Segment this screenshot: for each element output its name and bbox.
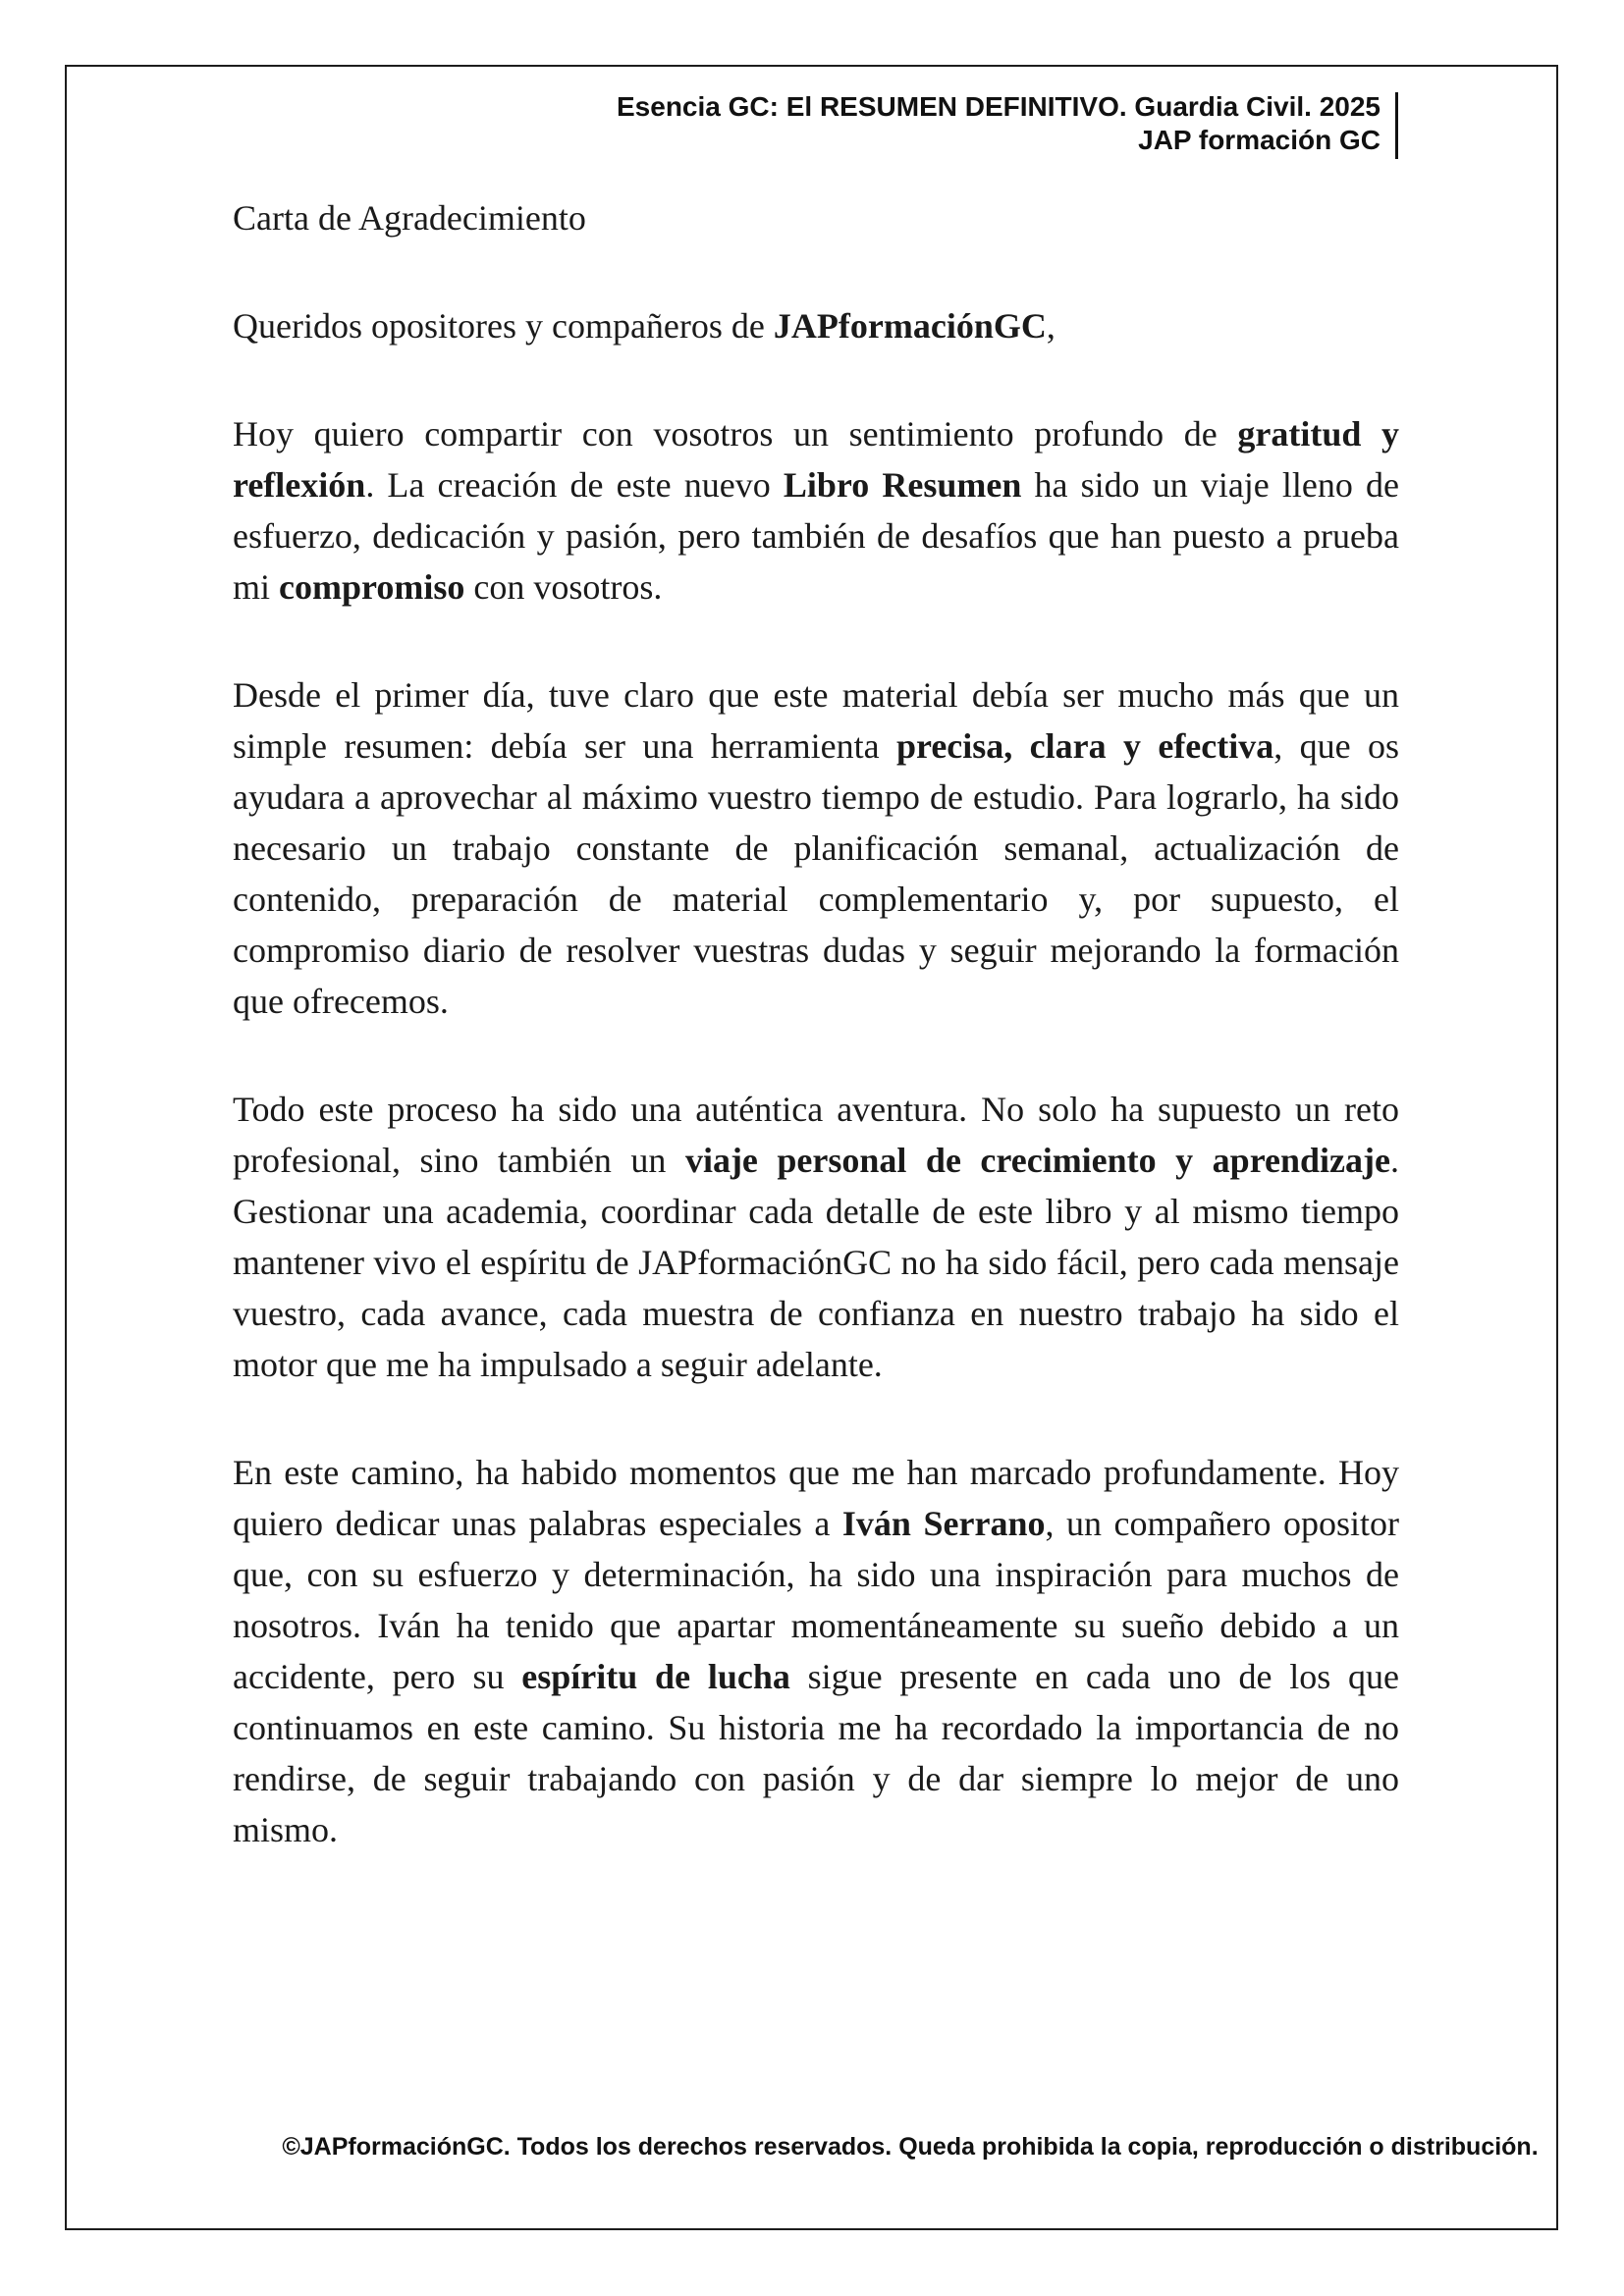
bold-text-run: compromiso xyxy=(279,567,465,607)
text-run: ha sido un viaje lleno de esfuerzo, dedicación y pasión, pero también de desafíos que han puesto a prueba mi xyxy=(233,465,1399,607)
header-title-line: Esencia GC: El RESUMEN DEFINITIVO. Guardia Civil. 2025 xyxy=(617,91,1380,122)
text-run: . La creación de este nuevo xyxy=(365,465,784,505)
body-paragraph-1 xyxy=(233,408,1399,613)
bold-text-run: JAPformaciónGC xyxy=(773,306,1047,346)
text-run: . Gestionar una academia, coordinar cada detalle de este libro y al mismo tiempo mantener vivo el espíritu de JAPformaciónGC no ha sido fácil, pero cada mensaje vuestro, cada avance, cada muestra de confianza en nuestro trabajo ha sido el motor que me ha impulsado a seguir adelante. xyxy=(233,1141,1399,1384)
body-paragraph-2 xyxy=(233,669,1399,1027)
bold-text-run: precisa, clara y efectiva xyxy=(895,726,1274,766)
text-run: Queridos opositores y compañeros de xyxy=(233,306,774,346)
letter-title: Carta de Agradecimiento xyxy=(233,198,586,238)
text-run: Todo este proceso ha sido una auténtica aventura. No solo ha supuesto un reto profesional, sino también un xyxy=(233,1090,1399,1180)
text-run: , un compañero opositor que, con su esfuerzo y determinación, ha sido una inspiración para muchos de nosotros. Iván ha tenido que apartar momentáneamente su sueño debido a un accidente, pero su xyxy=(233,1504,1399,1696)
header-text xyxy=(617,90,1380,157)
text-run: sigue presente en cada uno de los que continuamos en este camino. Su historia me ha recordado la importancia de no rendirse, de seguir trabajando con pasión y de dar siempre lo mejor de uno mismo. xyxy=(233,1657,1399,1849)
text-run: , que os ayudara a aprovechar al máximo vuestro tiempo de estudio. Para lograrlo, ha sido necesario un trabajo constante de planificación semanal, actualización de contenido, preparación de material complementario y, por supuesto, el compromiso diario de resolver vuestras dudas y seguir mejorando la formación que ofrecemos. xyxy=(233,726,1399,1021)
copyright-footer: ©JAPformaciónGC. Todos los derechos reservados. Queda prohibida la copia, reproducción o distribución. xyxy=(282,2133,1539,2161)
page-header xyxy=(617,90,1398,159)
text-run: Desde el primer día, tuve claro que este material debía ser mucho más que un simple resumen: debía ser una herramienta xyxy=(233,675,1399,766)
bold-text-run: gratitud y reflexión xyxy=(233,414,1400,505)
bold-text-run: espíritu de lucha xyxy=(521,1657,790,1696)
body-paragraph-3 xyxy=(233,1084,1399,1390)
text-run: Hoy quiero compartir con vosotros un sentimiento profundo de xyxy=(233,414,1238,454)
bold-text-run: viaje personal de crecimiento y aprendizaje xyxy=(684,1141,1390,1180)
body-paragraph-4 xyxy=(233,1447,1399,1855)
text-run: En este camino, ha habido momentos que me han marcado profundamente. Hoy quiero dedicar unas palabras especiales a xyxy=(233,1453,1399,1543)
letter-content xyxy=(233,192,1399,1855)
bold-text-run: Libro Resumen xyxy=(783,465,1022,505)
text-run: , xyxy=(1046,306,1056,346)
header-brand-line: JAP formación GC xyxy=(1138,125,1380,155)
text-run: con vosotros. xyxy=(464,567,663,607)
header-divider-bar xyxy=(1395,92,1398,159)
bold-text-run: Iván Serrano xyxy=(841,1504,1046,1543)
letter-body xyxy=(233,408,1399,1855)
salutation-paragraph xyxy=(233,300,1399,351)
